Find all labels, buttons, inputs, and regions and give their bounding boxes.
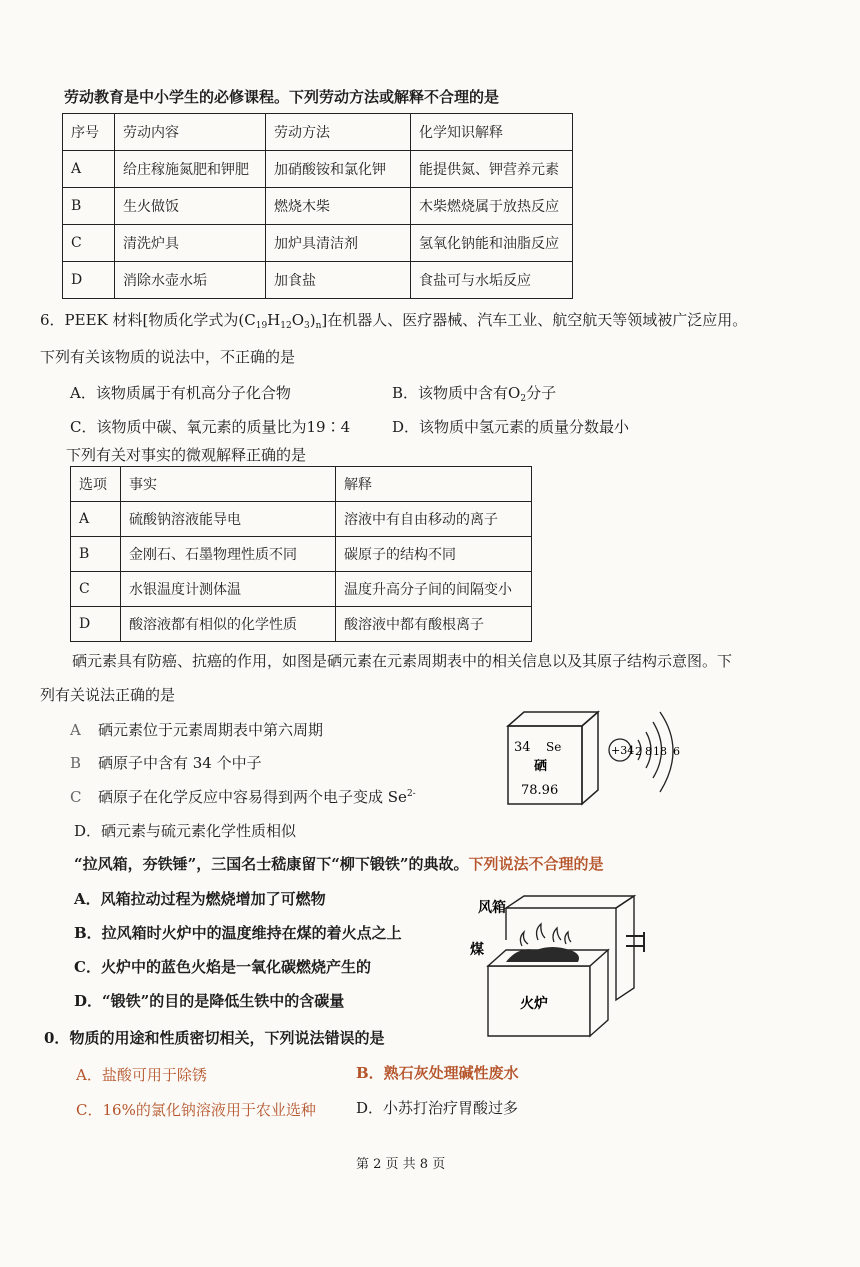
shell-electrons: 6 bbox=[673, 745, 680, 758]
table-header: 劳动内容 bbox=[115, 114, 266, 151]
atomic-mass: 78.96 bbox=[521, 783, 559, 798]
table-cell: 酸溶液中都有酸根离子 bbox=[336, 607, 532, 642]
table-header: 选项 bbox=[71, 467, 121, 502]
table-cell: D bbox=[71, 607, 121, 642]
table-cell: A bbox=[71, 502, 121, 537]
table-cell: 加食盐 bbox=[266, 262, 411, 299]
q7-stem: 下列有关对事实的微观解释正确的是 bbox=[66, 446, 307, 464]
q7-table bbox=[70, 466, 532, 642]
q6-option-c: C．该物质中碳、氧元素的质量比为19∶4 bbox=[70, 418, 351, 436]
table-cell: 溶液中有自由移动的离子 bbox=[336, 502, 532, 537]
table-cell: 酸溶液都有相似的化学性质 bbox=[121, 607, 336, 642]
table-cell: A bbox=[63, 151, 115, 188]
table-header: 事实 bbox=[121, 467, 336, 502]
table-cell: 生火做饭 bbox=[115, 188, 266, 225]
table-cell: B bbox=[63, 188, 115, 225]
q8-option-a: A 硒元素位于元素周期表中第六周期 bbox=[70, 721, 324, 739]
table-cell: D bbox=[63, 262, 115, 299]
furnace-label: 火炉 bbox=[520, 996, 548, 1012]
table-header: 序号 bbox=[63, 114, 115, 151]
table-row bbox=[71, 607, 532, 642]
element-name: 硒 bbox=[534, 759, 548, 774]
q10-number: 0． bbox=[44, 1029, 70, 1047]
atomic-structure-diagram bbox=[609, 712, 680, 792]
table-row bbox=[71, 502, 532, 537]
table-cell: 消除水壶水垢 bbox=[115, 262, 266, 299]
nucleus-charge: +34 bbox=[611, 744, 635, 757]
q6-stem bbox=[40, 309, 747, 331]
table-header-row bbox=[71, 467, 532, 502]
table-row bbox=[71, 537, 532, 572]
q9-option-b: B．拉风箱时火炉中的温度维持在煤的着火点之上 bbox=[74, 924, 402, 942]
table-cell: 硫酸钠溶液能导电 bbox=[121, 502, 336, 537]
q9-option-d: D．“锻铁”的目的是降低生铁中的含碳量 bbox=[74, 992, 345, 1010]
table-cell: 清洗炉具 bbox=[115, 225, 266, 262]
q6-stem-2: 下列有关该物质的说法中，不正确的是 bbox=[40, 348, 296, 366]
q10-option-d: D．小苏打治疗胃酸过多 bbox=[356, 1099, 519, 1117]
q10-option-a: A．盐酸可用于除锈 bbox=[76, 1066, 207, 1084]
table-cell: 水银温度计测体温 bbox=[121, 572, 336, 607]
q6-option-d: D．该物质中氢元素的质量分数最小 bbox=[392, 418, 630, 436]
table-header-row bbox=[63, 114, 573, 151]
q8-option-d: D．硒元素与硫元素化学性质相似 bbox=[74, 822, 297, 840]
table-cell: 加炉具清洁剂 bbox=[266, 225, 411, 262]
table-cell: 加硝酸铵和氯化钾 bbox=[266, 151, 411, 188]
q8-stem-1: 硒元素具有防癌、抗癌的作用，如图是硒元素在元素周期表中的相关信息以及其原子结构示意图。下 bbox=[72, 652, 733, 670]
chemical-formula: $(C_{19}H_{12}O_3)_n$ bbox=[238, 311, 322, 331]
q9-option-c: C．火炉中的蓝色火焰是一氧化碳燃烧产生的 bbox=[74, 958, 371, 976]
bellows-furnace-figure bbox=[466, 888, 656, 1038]
q8-stem-2: 列有关说法正确的是 bbox=[40, 686, 176, 704]
table-cell: 木柴燃烧属于放热反应 bbox=[411, 188, 573, 225]
q6-stem-part-b: ]在机器人、医疗器械、汽车工业、航空航天等领域被广泛应用。 bbox=[321, 311, 748, 329]
table-row bbox=[63, 262, 573, 299]
table-row bbox=[63, 188, 573, 225]
table-cell: 氢氧化钠能和油脂反应 bbox=[411, 225, 573, 262]
q8-option-c: C 硒原子在化学反应中容易得到两个电子变成 $Se^{2-}$ bbox=[70, 788, 416, 806]
coal-label: 煤 bbox=[470, 942, 484, 958]
q5-table bbox=[62, 113, 573, 299]
table-cell: 碳原子的结构不同 bbox=[336, 537, 532, 572]
periodic-table-cell bbox=[508, 712, 598, 804]
shell-electrons: 2 bbox=[635, 745, 642, 758]
table-cell: C bbox=[71, 572, 121, 607]
q10-option-c: C．16%的氯化钠溶液用于农业选种 bbox=[76, 1101, 316, 1119]
q9-option-a: A．风箱拉动过程为燃烧增加了可燃物 bbox=[74, 890, 326, 908]
q6-stem-part-a: PEEK 材料[物质化学式为 bbox=[64, 311, 239, 329]
table-row bbox=[71, 572, 532, 607]
q9-stem: “拉风箱，夯铁锤”，三国名士嵇康留下“柳下锻铁”的典故。下列说法不合理的是 bbox=[74, 855, 604, 873]
table-cell: 食盐可与水垢反应 bbox=[411, 262, 573, 299]
table-row bbox=[63, 151, 573, 188]
table-cell: B bbox=[71, 537, 121, 572]
q5-stem: 劳动教育是中小学生的必修课程。下列劳动方法或解释不合理的是 bbox=[64, 88, 500, 106]
selenium-figure bbox=[500, 700, 710, 810]
shell-electrons: 8 bbox=[645, 745, 652, 758]
table-cell: 燃烧木柴 bbox=[266, 188, 411, 225]
shell-electrons: 18 bbox=[653, 745, 667, 758]
q6-option-a: A．该物质属于有机高分子化合物 bbox=[70, 384, 291, 402]
atomic-number: 34 bbox=[514, 740, 531, 755]
q8-option-b: B 硒原子中含有 34 个中子 bbox=[70, 754, 262, 772]
bellows-label: 风箱 bbox=[478, 900, 506, 916]
page-footer: 第 2 页 共 8 页 bbox=[356, 1157, 446, 1172]
table-cell: 金刚石、石墨物理性质不同 bbox=[121, 537, 336, 572]
table-header: 劳动方法 bbox=[266, 114, 411, 151]
q10-option-b: B．熟石灰处理碱性废水 bbox=[356, 1064, 519, 1082]
q6-number: 6． bbox=[40, 311, 65, 329]
q6-option-b: B．该物质中含有$O_2$分子 bbox=[392, 384, 557, 404]
table-cell: 给庄稼施氮肥和钾肥 bbox=[115, 151, 266, 188]
table-header: 化学知识解释 bbox=[411, 114, 573, 151]
table-header: 解释 bbox=[336, 467, 532, 502]
table-cell: 温度升高分子间的间隔变小 bbox=[336, 572, 532, 607]
table-cell: 能提供氮、钾营养元素 bbox=[411, 151, 573, 188]
element-symbol: Se bbox=[546, 740, 562, 754]
q10-stem: 0．物质的用途和性质密切相关，下列说法错误的是 bbox=[44, 1029, 385, 1047]
table-cell: C bbox=[63, 225, 115, 262]
table-row bbox=[63, 225, 573, 262]
